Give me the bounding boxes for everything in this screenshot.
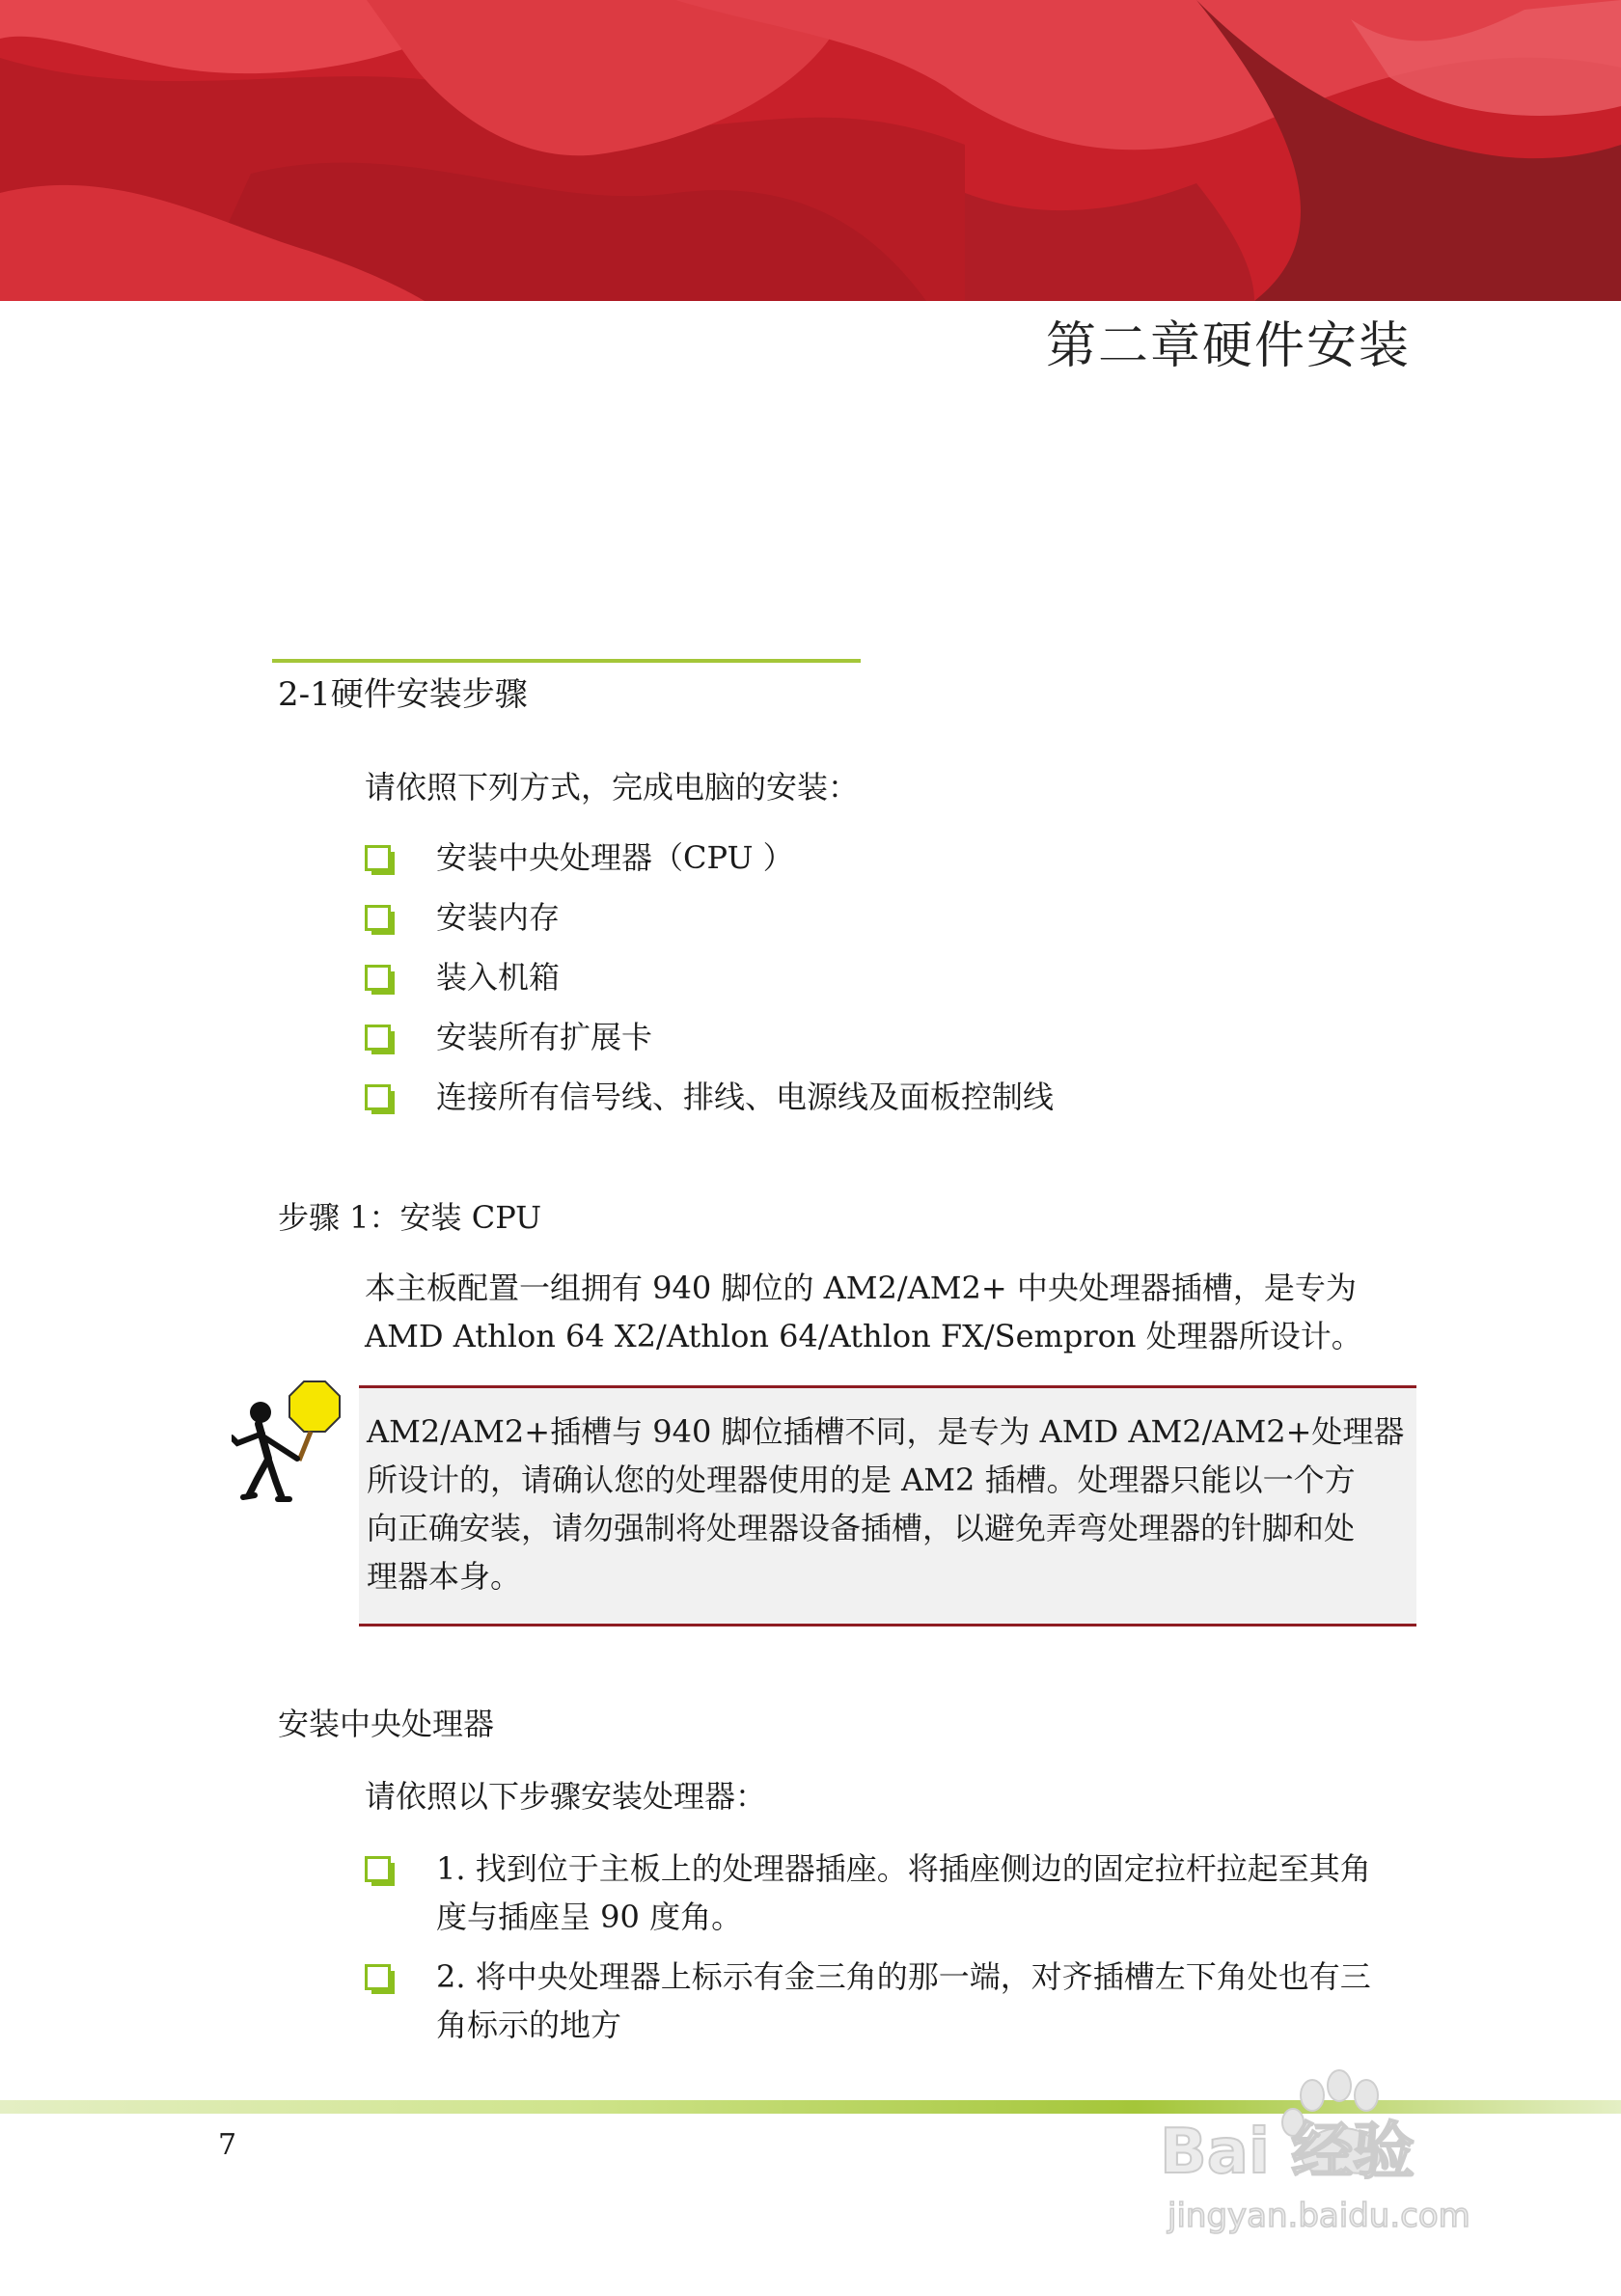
step1-line-1: 本主板配置一组拥有 940 脚位的 AM2/AM2+ 中央处理器插槽，是专为 xyxy=(365,1270,1357,1306)
page-number: 7 xyxy=(218,2128,237,2162)
list-item: 装入机箱 xyxy=(365,953,1054,1001)
checkbox-icon xyxy=(365,845,391,871)
checkbox-icon xyxy=(365,1964,391,1990)
checkbox-icon xyxy=(365,965,391,991)
header-banner xyxy=(0,0,1621,301)
list-item: 连接所有信号线、排线、电源线及面板控制线 xyxy=(365,1073,1054,1121)
warning-figure-icon xyxy=(232,1380,362,1505)
warning-note-text: AM2/AM2+插槽与 940 脚位插槽不同，是专为 AMD AM2/AM2+处理器 所设计的，请确认您的处理器使用的是 AM2 插槽。处理器只能以一个方 向正确安装，请勿强制将处理器设备插槽，以避免弄弯处理器的针脚和处 理器本身。 xyxy=(367,1413,1405,1595)
watermark-brand: Bai 经验 xyxy=(1160,2117,1415,2188)
section-divider xyxy=(272,659,861,663)
install-cpu-steps xyxy=(365,1845,1371,2049)
list-item: 2. 将中央处理器上标示有金三角的那一端，对齐插槽左下角处也有三 角标示的地方 xyxy=(365,1953,1371,2049)
install-cpu-intro: 请依照以下步骤安装处理器： xyxy=(365,1778,767,1815)
list-item: 安装内存 xyxy=(365,893,1054,942)
watermark-url: jingyan.baidu.com xyxy=(1168,2197,1470,2235)
section-title: 2-1硬件安装步骤 xyxy=(278,675,528,714)
checkbox-icon xyxy=(365,1025,391,1051)
install-steps-list xyxy=(365,834,1054,1121)
step1-title: 步骤 1：安装 CPU xyxy=(278,1199,542,1236)
list-item: 1. 找到位于主板上的处理器插座。将插座侧边的固定拉杆拉起至其角 度与插座呈 90 度角。 xyxy=(365,1845,1371,1941)
list-item: 安装所有扩展卡 xyxy=(365,1013,1054,1061)
baidu-watermark xyxy=(1148,2055,1534,2248)
checkbox-icon xyxy=(365,1084,391,1110)
checkbox-icon xyxy=(365,1856,391,1882)
warning-note xyxy=(359,1385,1416,1626)
step1-line-2: AMD Athlon 64 X2/Athlon 64/Athlon FX/Sempron 处理器所设计。 xyxy=(365,1318,1362,1354)
chapter-title: 第二章硬件安装 xyxy=(1045,317,1411,375)
checkbox-icon xyxy=(365,905,391,931)
install-cpu-title: 安装中央处理器 xyxy=(278,1706,495,1742)
list-item: 安装中央处理器（CPU ） xyxy=(365,834,1054,882)
intro-text: 请依照下列方式，完成电脑的安装： xyxy=(365,769,860,806)
